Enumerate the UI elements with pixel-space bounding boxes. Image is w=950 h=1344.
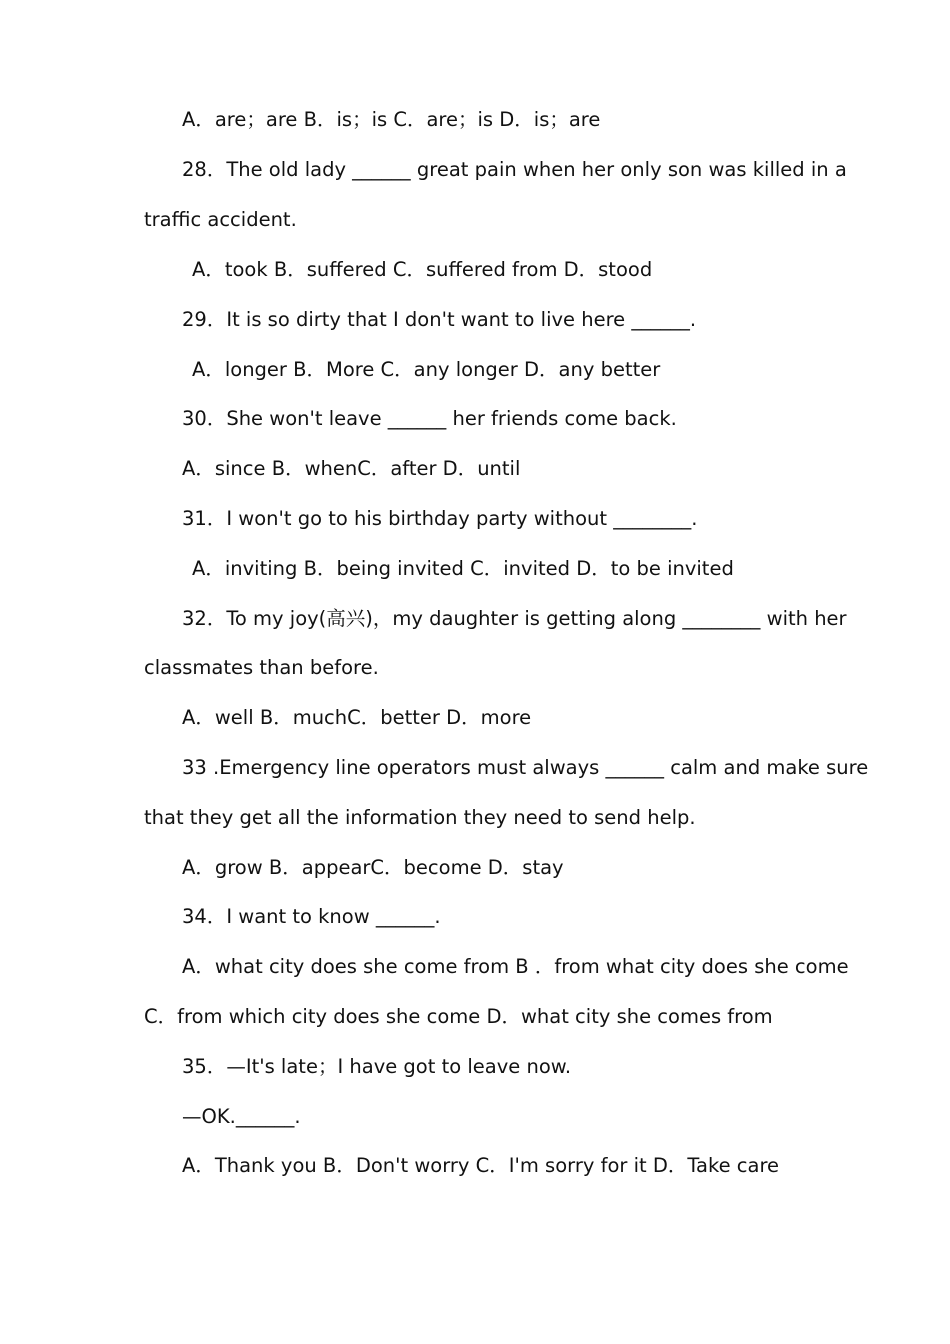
- q33-question-line1: 33 .Emergency line operators must always ______ calm and make sure: [182, 756, 869, 779]
- q33-options: A．grow B．appearC．become D．stay: [182, 856, 564, 879]
- q28-options: A．took B．suffered C．suffered from D．stood: [192, 258, 653, 281]
- q29-question: 29．It is so dirty that I don't want to live here ______.: [182, 308, 697, 331]
- q35-question-line1: 35．—It's late；I have got to leave now.: [182, 1055, 572, 1078]
- q33-question-line2: that they get all the information they need to send help.: [144, 806, 696, 829]
- q32-options: A．well B．muchC．better D．more: [182, 706, 532, 729]
- q28-question-line1: 28．The old lady ______ great pain when her only son was killed in a: [182, 158, 847, 181]
- q32-question-line2: classmates than before.: [144, 656, 379, 679]
- q34-options-line1: A．what city does she come from B ．from what city does she come: [182, 955, 849, 978]
- q27-options: A．are；are B．is；is C．are；is D．is；are: [182, 108, 601, 131]
- q34-options-line2: C．from which city does she come D．what city she comes from: [144, 1005, 773, 1028]
- q35-question-line2: —OK.______.: [182, 1105, 301, 1128]
- q34-question: 34．I want to know ______.: [182, 905, 441, 928]
- q31-options: A．inviting B．being invited C．invited D．to be invited: [192, 557, 734, 580]
- q32-question-line1: 32．To my joy(高兴)，my daughter is getting along ________ with her: [182, 607, 847, 630]
- q31-question: 31．I won't go to his birthday party without ________.: [182, 507, 698, 530]
- q28-question-line2: traffic accident.: [144, 208, 297, 231]
- q29-options: A．longer B．More C．any longer D．any better: [192, 358, 661, 381]
- q35-options: A．Thank you B．Don't worry C．I'm sorry for it D．Take care: [182, 1154, 780, 1177]
- q30-question: 30．She won't leave ______ her friends come back.: [182, 407, 677, 430]
- q30-options: A．since B．whenC．after D．until: [182, 457, 521, 480]
